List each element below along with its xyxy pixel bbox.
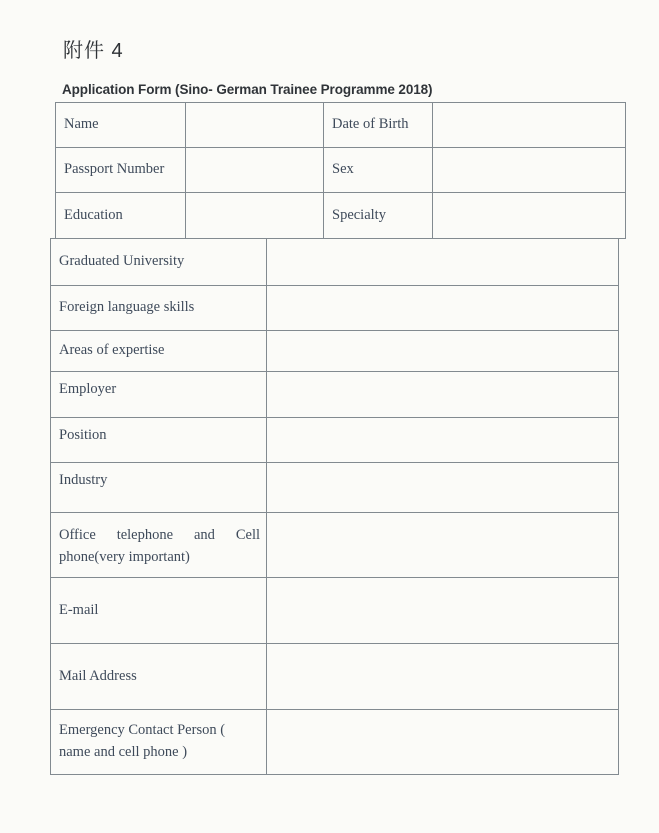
table-row [51,513,619,578]
label-name: Name [56,103,186,148]
attachment-label: 附件 4 [63,40,124,62]
cell-graduated-university-value [267,239,619,286]
label-graduated-university: Graduated University [51,239,267,286]
form-title: Application Form (Sino- German Trainee Programme 2018) [62,82,433,97]
table-row [56,103,626,148]
label-date-of-birth: Date of Birth [324,103,433,148]
label-email: E-mail [51,578,267,644]
label-sex: Sex [324,148,433,193]
label-areas-of-expertise: Areas of expertise [51,331,267,372]
label-specialty: Specialty [324,193,433,239]
label-mail-address: Mail Address [51,644,267,710]
label-employer: Employer [51,372,267,418]
label-office-telephone: Office telephone and Cell phone(very important) [51,513,267,578]
table-row [51,644,619,710]
table-row [51,372,619,418]
cell-date-of-birth-value [433,103,626,148]
table-row [51,331,619,372]
details-table [50,238,619,775]
table-row [51,286,619,331]
cell-employer-value [267,372,619,418]
cell-sex-value [433,148,626,193]
table-row [51,578,619,644]
table-row [51,239,619,286]
table-row [56,148,626,193]
cell-areas-of-expertise-value [267,331,619,372]
table-row [51,710,619,775]
scan-shadow-edge [0,0,4,285]
table-row [56,193,626,239]
cell-position-value [267,418,619,463]
cell-education-value [186,193,324,239]
cell-foreign-language-skills-value [267,286,619,331]
label-position: Position [51,418,267,463]
cell-email-value [267,578,619,644]
cell-passport-number-value [186,148,324,193]
label-industry: Industry [51,463,267,513]
label-education: Education [56,193,186,239]
table-row [51,463,619,513]
cell-office-telephone-value [267,513,619,578]
personal-info-table [55,102,626,239]
label-emergency-contact: Emergency Contact Person ( name and cell phone ) [51,710,267,775]
cell-name-value [186,103,324,148]
table-row [51,418,619,463]
label-foreign-language-skills: Foreign language skills [51,286,267,331]
label-passport-number: Passport Number [56,148,186,193]
cell-specialty-value [433,193,626,239]
cell-industry-value [267,463,619,513]
cell-mail-address-value [267,644,619,710]
cell-emergency-contact-value [267,710,619,775]
